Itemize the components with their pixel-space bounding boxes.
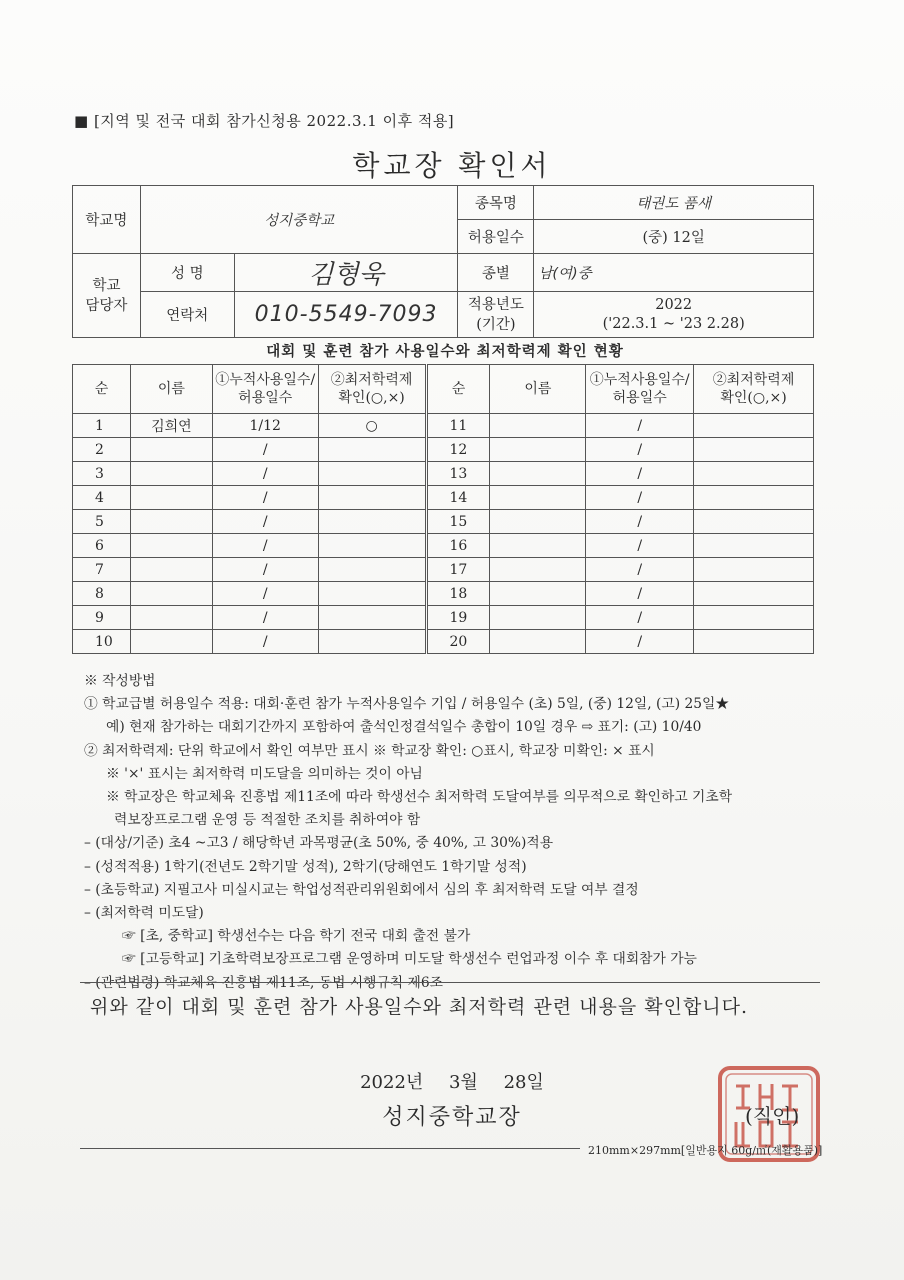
cell-days: / — [212, 462, 318, 486]
cell-no: 3 — [73, 462, 131, 486]
cell-name — [490, 510, 586, 534]
cell-acad — [694, 414, 814, 438]
cell-days: / — [586, 486, 694, 510]
contact-label: 연락처 — [140, 292, 234, 338]
date: 2022년 3월 28일 — [360, 1072, 544, 1093]
cell-acad — [318, 438, 426, 462]
gender-value: 남(여)중 — [534, 254, 814, 292]
instruction-line: – (성적적용) 1학기(전년도 2학기말 성적), 2학기(당해연도 1학기말 성적) — [84, 858, 527, 875]
cell-name — [130, 630, 212, 654]
cell-name — [490, 630, 586, 654]
year-cell — [534, 292, 814, 338]
cell-acad: ○ — [318, 414, 426, 438]
cell-acad — [318, 486, 426, 510]
page-title: 학교장 확인서 — [352, 149, 552, 182]
cell-days: / — [586, 558, 694, 582]
instruction-line: ① 학교급별 허용일수 적용: 대회·훈련 참가 누적사용일수 기입 / 허용일수 (초) 5일, (중) 12일, (고) 25일★ — [84, 696, 730, 713]
cell-acad — [694, 534, 814, 558]
cell-acad — [318, 534, 426, 558]
participation-table — [72, 364, 814, 654]
cell-days: / — [212, 438, 318, 462]
cell-days: / — [586, 462, 694, 486]
cell-acad — [694, 582, 814, 606]
cell-no: 17 — [426, 558, 490, 582]
cell-no: 20 — [426, 630, 490, 654]
cell-days: / — [212, 510, 318, 534]
section-title: 대회 및 훈련 참가 사용일수와 최저학력제 확인 현황 — [266, 343, 624, 360]
cell-name — [130, 558, 212, 582]
col-header-days-right: ①누적사용일수/ 허용일수 — [586, 365, 694, 414]
table-row — [73, 534, 814, 558]
cell-no: 13 — [426, 462, 490, 486]
cell-days: / — [586, 606, 694, 630]
table-row — [73, 486, 814, 510]
cell-no: 14 — [426, 486, 490, 510]
cell-name — [490, 558, 586, 582]
cell-no: 7 — [73, 558, 131, 582]
instructions — [84, 670, 824, 995]
cell-acad — [694, 462, 814, 486]
cell-no: 16 — [426, 534, 490, 558]
cell-days: / — [212, 630, 318, 654]
cell-acad — [318, 558, 426, 582]
header-note: ■ [지역 및 전국 대회 참가신청용 2022.3.1 이후 적용] — [74, 112, 455, 130]
cell-name — [130, 582, 212, 606]
col-header-no: 순 — [73, 365, 131, 414]
manager-label: 학교 담당자 — [73, 254, 141, 338]
table-row — [73, 462, 814, 486]
col-header-name-right: 이름 — [490, 365, 586, 414]
cell-no: 4 — [73, 486, 131, 510]
sport-value: 태권도 품새 — [534, 186, 814, 220]
cell-days: / — [212, 486, 318, 510]
cell-days: / — [586, 582, 694, 606]
cell-days: / — [586, 510, 694, 534]
cell-days: / — [212, 534, 318, 558]
cell-name — [490, 606, 586, 630]
cell-acad — [318, 510, 426, 534]
cell-acad — [318, 462, 426, 486]
cell-no: 5 — [73, 510, 131, 534]
paper-size-note: 210mm×297mm[일반용지 60g/㎡(재활용품)] — [588, 1144, 823, 1157]
instruction-line: ※ 작성방법 — [84, 673, 156, 689]
cell-name — [130, 510, 212, 534]
year-label: 적용년도 (기간) — [458, 292, 534, 338]
col-header-days: ①누적사용일수/ 허용일수 — [212, 365, 318, 414]
cell-acad — [694, 558, 814, 582]
cell-days: / — [212, 558, 318, 582]
cell-days: / — [586, 414, 694, 438]
cell-no: 11 — [426, 414, 490, 438]
cell-acad — [694, 438, 814, 462]
divider-bottom — [80, 1148, 580, 1149]
table-row — [73, 414, 814, 438]
instruction-line: ※ 학교장은 학교체육 진흥법 제11조에 따라 학생선수 최저학력 도달여부를 의무적으로 확인하고 기초학 — [106, 789, 733, 806]
cell-no: 2 — [73, 438, 131, 462]
cell-name — [130, 486, 212, 510]
cell-acad — [694, 486, 814, 510]
cell-acad — [318, 582, 426, 606]
cell-name — [130, 606, 212, 630]
cell-no: 8 — [73, 582, 131, 606]
divider-top — [80, 982, 820, 983]
cell-days: / — [586, 438, 694, 462]
table-row — [73, 510, 814, 534]
cell-name — [490, 534, 586, 558]
cell-acad — [694, 510, 814, 534]
cell-name — [490, 438, 586, 462]
instruction-line: ☞ [초, 중학교] 학생선수는 다음 학기 전국 대회 출전 불가 — [122, 928, 471, 945]
instruction-line: ② 최저학력제: 단위 학교에서 확인 여부만 표시 ※ 학교장 확인: ○표시, 학교장 미확인: × 표시 — [84, 742, 655, 759]
instruction-line: 예) 현재 참가하는 대회기간까지 포함하여 출석인정결석일수 총합이 10일 경우 ⇨ 표기: (고) 10/40 — [106, 719, 702, 736]
col-header-acad: ②최저학력제 확인(○,×) — [318, 365, 426, 414]
cell-name — [490, 414, 586, 438]
cell-name — [130, 462, 212, 486]
cell-no: 1 — [73, 414, 131, 438]
cell-days: / — [212, 606, 318, 630]
allowed-days-label: 허용일수 — [458, 220, 534, 254]
cell-name — [490, 486, 586, 510]
allowed-days-value: (중) 12일 — [534, 220, 814, 254]
instruction-line: ☞ [고등학교] 기초학력보장프로그램 운영하며 미도달 학생선수 런업과정 이수 후 대회참가 가능 — [122, 951, 697, 968]
school-value: 성지중학교 — [140, 186, 458, 254]
contact-value: 010-5549-7093 — [234, 292, 458, 338]
cell-name: 김희연 — [130, 414, 212, 438]
cell-days: 1/12 — [212, 414, 318, 438]
col-header-name: 이름 — [130, 365, 212, 414]
cell-no: 6 — [73, 534, 131, 558]
instruction-line: – (최저학력 미도달) — [84, 905, 204, 922]
instruction-line: – (관련법령) 학교체육 진흥법 제11조, 동법 시행규칙 제6조 — [84, 974, 443, 991]
school-info-table — [72, 185, 814, 338]
cell-name — [490, 462, 586, 486]
cell-no: 18 — [426, 582, 490, 606]
instruction-line: – (대상/기준) 초4 ~고3 / 해당학년 과목평균(초 50%, 중 40%, 고 30%)적용 — [84, 835, 554, 852]
instruction-line: 력보장프로그램 운영 등 적절한 조치를 취하여야 함 — [114, 812, 421, 829]
table-row — [73, 558, 814, 582]
table-row — [73, 582, 814, 606]
cell-name — [130, 438, 212, 462]
cell-no: 10 — [73, 630, 131, 654]
name-label: 성 명 — [140, 254, 234, 292]
gender-label: 종별 — [458, 254, 534, 292]
instruction-line: – (초등학교) 지필고사 미실시교는 학업성적관리위원회에서 심의 후 최저학력 도달 여부 결정 — [84, 881, 639, 898]
seal-label: (직인) — [745, 1104, 800, 1128]
cell-no: 9 — [73, 606, 131, 630]
table-row — [73, 438, 814, 462]
cell-name — [490, 582, 586, 606]
cell-days: / — [586, 534, 694, 558]
col-header-no-right: 순 — [426, 365, 490, 414]
instruction-line: ※ '×' 표시는 최저학력 미도달을 의미하는 것이 아님 — [106, 765, 423, 782]
sport-label: 종목명 — [458, 186, 534, 220]
table-row — [73, 606, 814, 630]
cell-no: 15 — [426, 510, 490, 534]
principal-title: 성지중학교장 — [382, 1105, 522, 1130]
col-header-acad-right: ②최저학력제 확인(○,×) — [694, 365, 814, 414]
school-label: 학교명 — [73, 186, 141, 254]
table-row — [73, 630, 814, 654]
cell-name — [130, 534, 212, 558]
year-period: ('22.3.1 ~ '23 2.28) — [602, 315, 745, 332]
participation-table-body — [73, 414, 814, 654]
cell-days: / — [586, 630, 694, 654]
cell-acad — [318, 630, 426, 654]
cell-acad — [694, 606, 814, 630]
cell-acad — [318, 606, 426, 630]
cell-days: / — [212, 582, 318, 606]
cell-no: 19 — [426, 606, 490, 630]
cell-no: 12 — [426, 438, 490, 462]
confirm-text: 위와 같이 대회 및 훈련 참가 사용일수와 최저학력 관련 내용을 확인합니다. — [90, 996, 749, 1018]
name-value: 김형욱 — [234, 254, 458, 292]
cell-acad — [694, 630, 814, 654]
year-value: 2022 — [655, 296, 693, 313]
